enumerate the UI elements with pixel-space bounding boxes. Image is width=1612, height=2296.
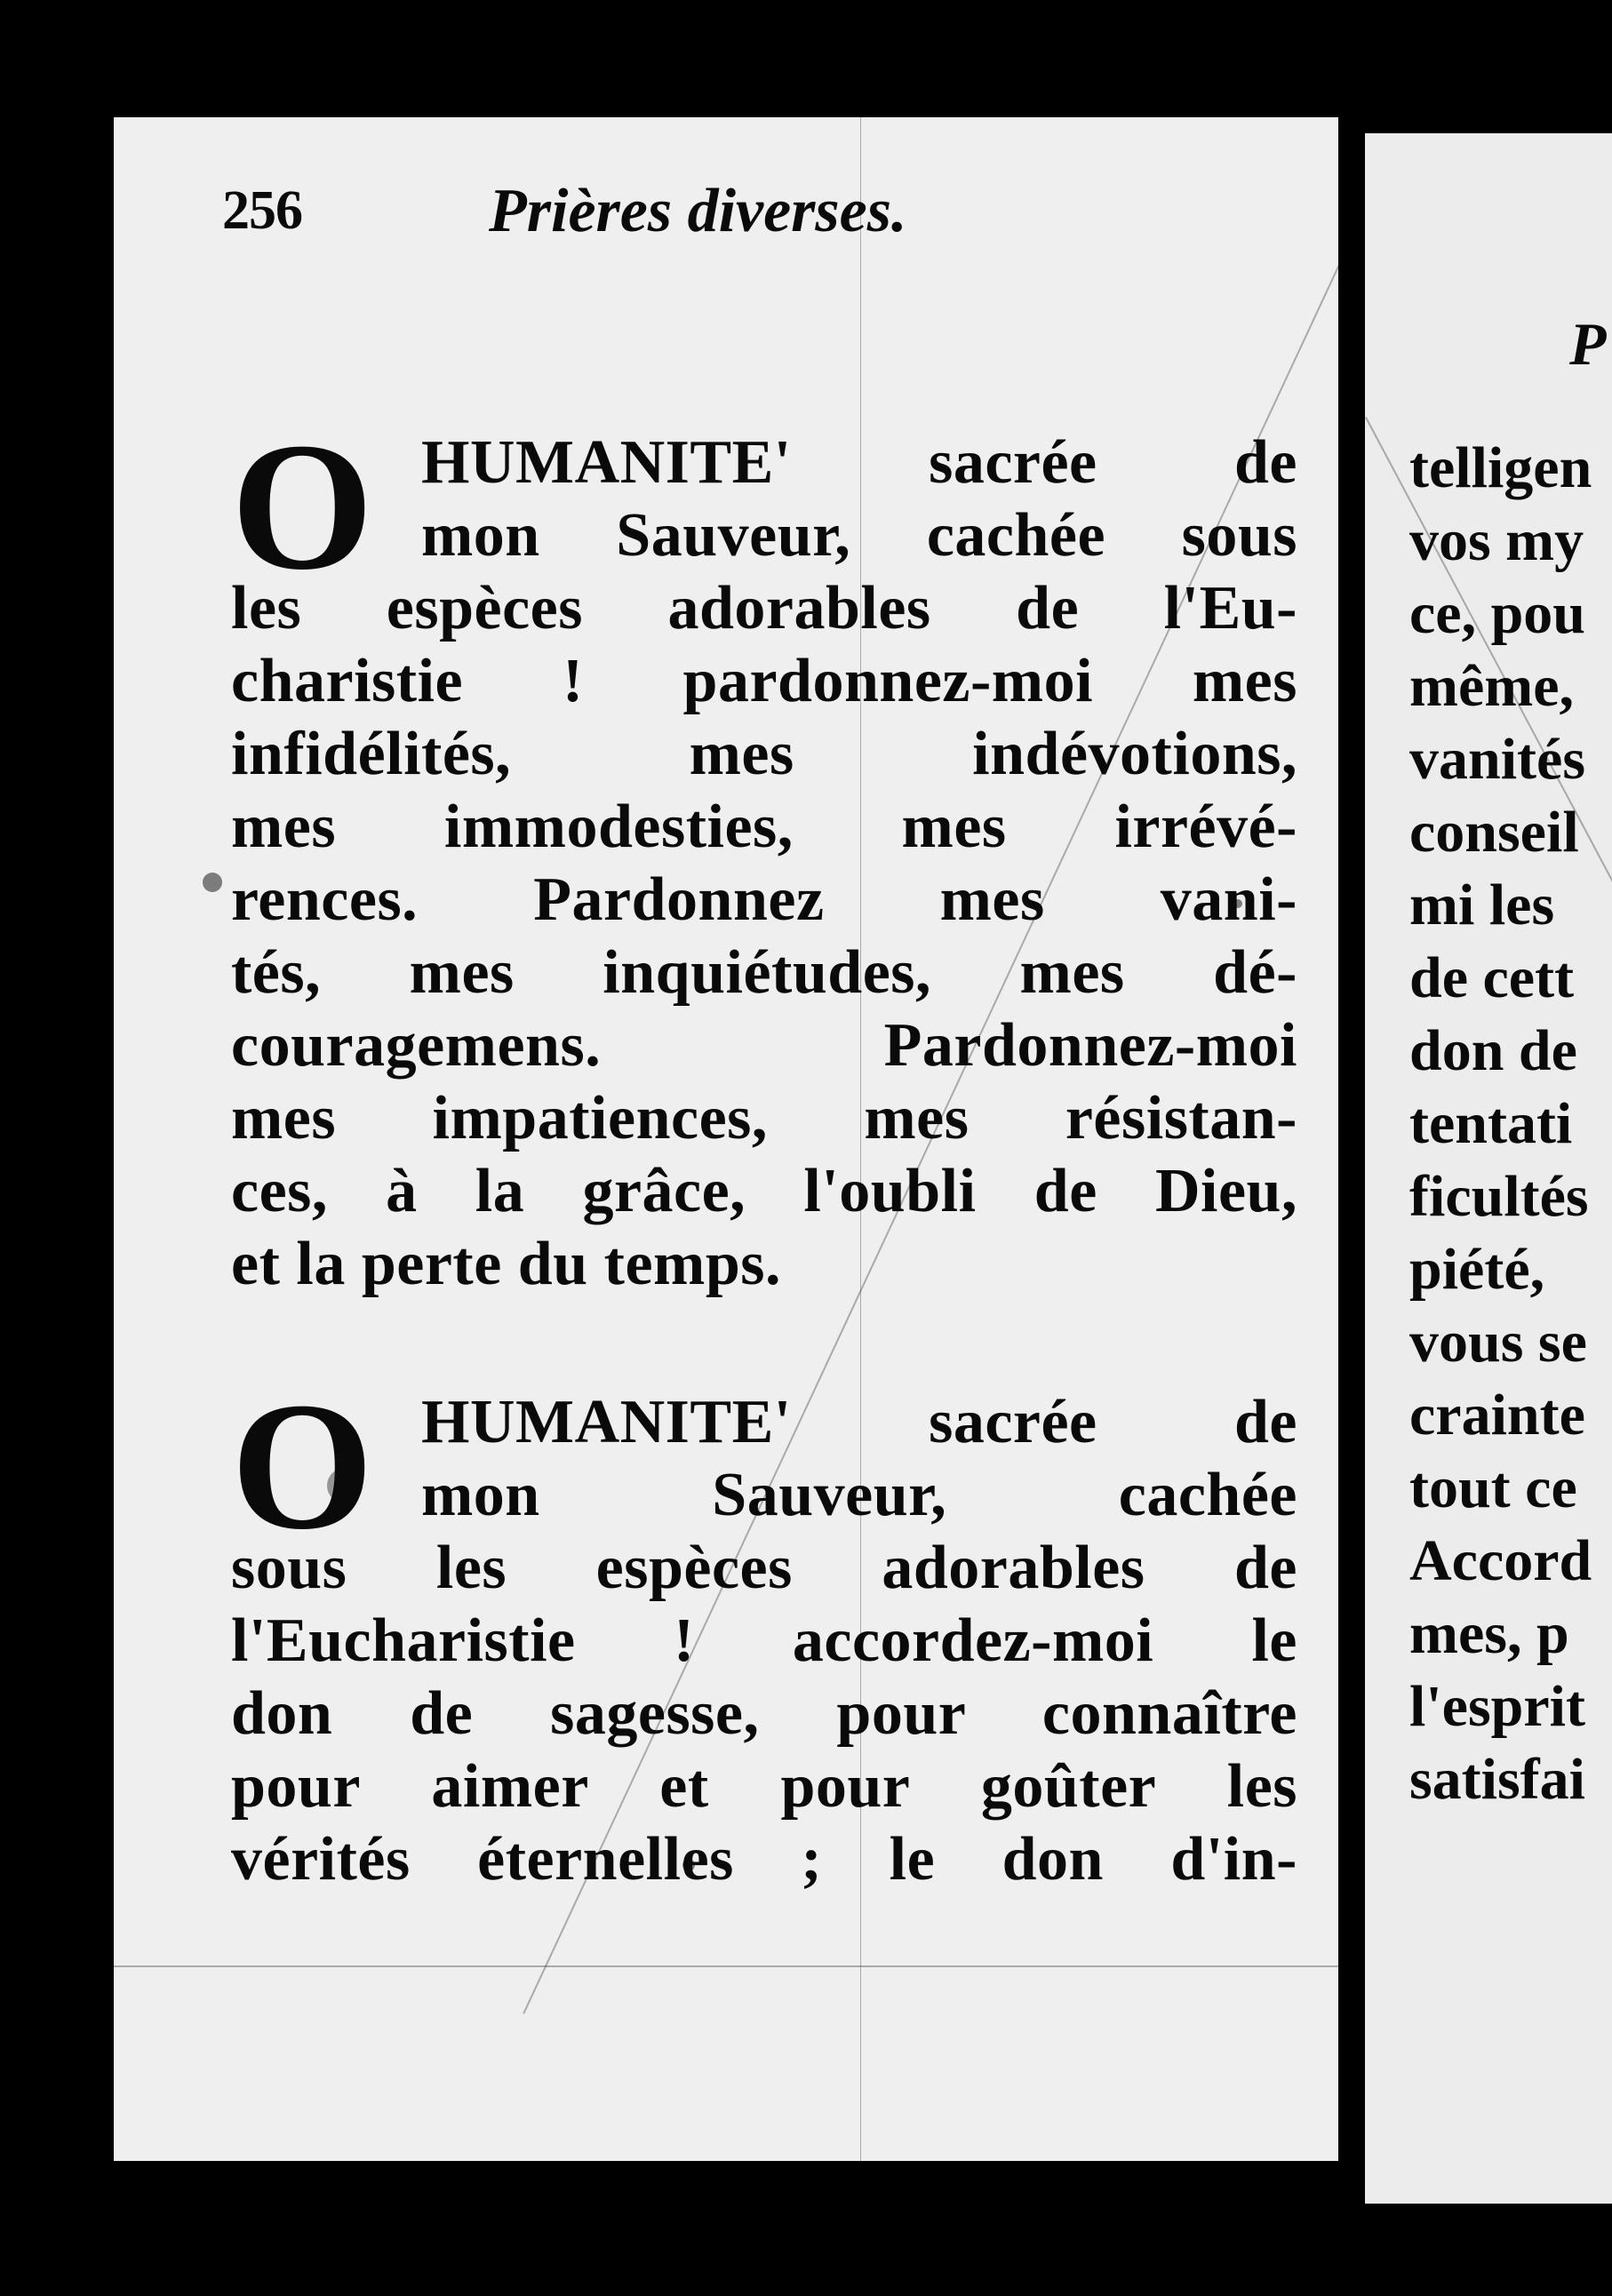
text-line: mes, p [1409,1601,1569,1666]
right-page-text [1409,432,1592,1816]
text-line: mes immodesties, mes irrévé- [231,793,1297,861]
text-line: infidélités, mes indévotions, [231,720,1297,788]
text-line: l'esprit [1409,1674,1585,1739]
text-line: ficultés [1409,1164,1589,1229]
text-line: les espèces adorables de l'Eu- [231,574,1297,642]
text-line: tout ce [1409,1455,1577,1520]
text-line: HUMANITE' sacrée de [421,1388,1297,1456]
running-head [222,156,1111,254]
text-line: charistie ! pardonnez-moi mes [231,647,1297,715]
text-line: satisfai [1409,1747,1585,1812]
scan-speck [203,873,222,892]
text-line: mes impatiences, mes résistan- [231,1084,1297,1152]
drop-cap: O [231,1364,374,1567]
text-line: don de sagesse, pour connaître [231,1679,1297,1748]
text-line: Accord [1409,1528,1592,1593]
text-line: l'Eucharistie ! accordez-moi le [231,1606,1297,1675]
text-line: rences. Pardonnez mes vani- [231,865,1297,934]
text-line: piété, [1409,1237,1545,1302]
right-page [1365,133,1612,2204]
text-line: crainte [1409,1383,1585,1447]
text-line: vous se [1409,1310,1587,1375]
text-line: mon Sauveur, cachée sous [421,501,1297,570]
text-line: vérités éternelles ; le don d'in- [231,1825,1297,1893]
text-line: même, [1409,654,1575,719]
text-line: mon Sauveur, cachée [421,1461,1297,1529]
text-line: vanités [1409,727,1585,792]
paragraph-2 [231,1364,1297,1896]
text-line: couragemens. Pardonnez-moi [231,1011,1297,1080]
text-line: et la perte du temps. [231,1230,782,1298]
page-number: 256 [222,180,302,241]
text-line: HUMANITE' sacrée de [421,428,1297,497]
text-line: telligen [1409,435,1592,500]
text-line: conseil [1409,800,1579,865]
right-running-title-fragment: P [1569,310,1607,378]
text-line: tés, mes inquiétudes, mes dé- [231,938,1297,1007]
paragraph-1 [231,404,1297,1301]
text-line: sous les espèces adorables de [231,1534,1297,1602]
text-line: pour aimer et pour goûter les [231,1752,1297,1821]
scan-scratch [114,1965,1338,1967]
text-line: ce, pou [1409,581,1585,646]
text-line: vos my [1409,508,1584,573]
text-line: de cett [1409,945,1575,1010]
text-line: don de [1409,1018,1577,1083]
running-title: Prières diverses. [489,177,907,245]
drop-cap: O [231,404,374,608]
text-line: ces, à la grâce, l'oubli de Dieu, [231,1157,1297,1225]
text-line: mi les [1409,873,1555,937]
text-line: tentati [1409,1091,1573,1156]
